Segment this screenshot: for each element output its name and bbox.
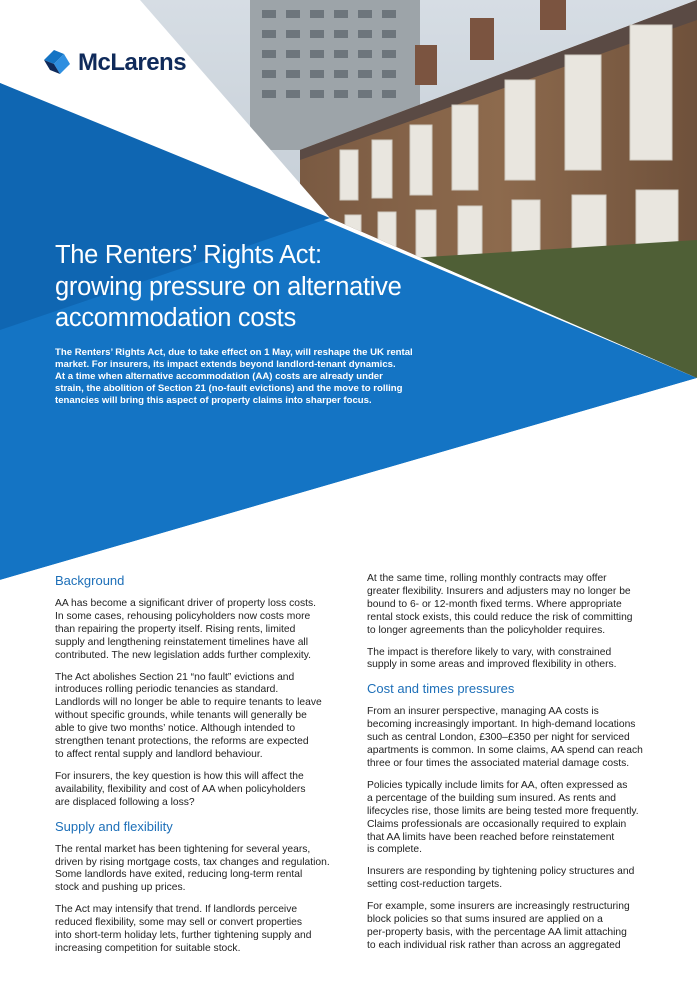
text-line: to longer agreements than the policyholder requires.: [367, 624, 606, 636]
text-line: that AA limits have been reached before reinstatement: [367, 831, 615, 843]
text-line: three or four times the associated material damage costs.: [367, 757, 630, 769]
body-paragraph: [367, 573, 635, 638]
brand-name: McLarens: [78, 49, 187, 76]
section-heading-background: Background: [55, 573, 125, 588]
text-line: availability, flexibility and cost of AA when policyholders: [55, 783, 306, 795]
text-line: contributed. The new legislation adds further complexity.: [55, 649, 312, 661]
text-line: greater flexibility. Insurers and adjusters may no longer be: [367, 585, 631, 597]
intro-paragraph: [55, 347, 415, 407]
intro-line: market. For insurers, its impact extends beyond landlord-tenant dynamics.: [55, 359, 396, 370]
brand-logo: [42, 48, 186, 78]
right-column: [367, 573, 643, 962]
body-paragraph: [55, 672, 323, 762]
text-line: such as central London, £300–£350 per night for serviced: [367, 732, 630, 744]
intro-line: strain, the abolition of Section 21 (no-fault evictions) and the move to rolling: [55, 383, 403, 394]
title-line: The Renters’ Rights Act:: [55, 241, 322, 269]
text-line: Insurers are responding by tightening policy structures and: [367, 866, 635, 878]
text-line: The Act abolishes Section 21 “no fault” evictions and: [55, 671, 295, 683]
text-line: The rental market has been tightening for several years,: [55, 843, 311, 855]
text-line: to affect rental supply and landlord behaviour.: [55, 748, 263, 760]
text-line: becoming increasingly important. In high-demand locations: [367, 719, 636, 731]
text-line: supply in some areas and improved flexibility in others.: [367, 659, 617, 671]
body-paragraph: [367, 866, 635, 892]
text-line: stock and pushing up prices.: [55, 882, 186, 894]
body-paragraph: [55, 771, 323, 810]
text-line: without specific grounds, while tenants will generally be: [55, 710, 307, 722]
text-line: setting cost-reduction targets.: [367, 879, 503, 891]
text-line: introduces rolling periodic tenancies as standard.: [55, 684, 279, 696]
text-line: supply and lengthening reinstatement timelines have all: [55, 636, 309, 648]
text-line: AA has become a significant driver of property loss costs.: [55, 598, 316, 609]
title-line: accommodation costs: [55, 304, 296, 332]
text-line: increasing competition for suitable stock.: [55, 942, 241, 954]
text-line: The Act may intensify that trend. If landlords perceive: [55, 904, 298, 916]
text-line: For example, some insurers are increasingly restructuring: [367, 901, 630, 913]
text-line: into short-term holiday lets, further tightening supply and: [55, 930, 312, 942]
text-line: driven by rising mortgage costs, tax changes and regulation.: [55, 856, 330, 868]
text-line: At the same time, rolling monthly contracts may offer: [367, 573, 607, 584]
text-line: bound to 6- or 12-month fixed terms. Where appropriate: [367, 598, 622, 610]
text-line: The impact is therefore likely to vary, with constrained: [367, 646, 612, 658]
body-paragraph: [55, 843, 330, 896]
text-line: Claims professionals are occasionally required to explain: [367, 818, 627, 830]
text-line: strengthen tenant protections, the reforms are expected: [55, 736, 309, 748]
text-line: per-property basis, with the percentage AA limit attaching: [367, 926, 627, 938]
text-line: than repairing the property itself. Rising rents, limited: [55, 623, 296, 635]
body-paragraph: [55, 904, 323, 956]
body-paragraph: [367, 706, 643, 771]
text-line: able to give two months’ notice. Although intended to: [55, 723, 296, 735]
text-line: apartments is common. In some claims, AA spend can reach: [367, 745, 643, 757]
text-line: Landlords will no longer be able to require tenants to leave: [55, 697, 322, 709]
logo-mark-icon: [42, 48, 72, 78]
page-title: [55, 240, 475, 335]
section-heading-cost: Cost and times pressures: [367, 681, 515, 697]
left-column: [55, 573, 330, 965]
title-line: growing pressure on alternative: [55, 272, 402, 301]
intro-line: tenancies will bring this aspect of property claims into sharper focus.: [55, 395, 372, 406]
text-line: Some landlords have exited, reducing long-term rental: [55, 869, 303, 881]
intro-line: At a time when alternative accommodation (AA) costs are already under: [55, 371, 383, 382]
text-line: rental stock exists, this could reduce the risk of committing: [367, 611, 633, 623]
text-line: From an insurer perspective, managing AA costs is: [367, 706, 599, 718]
intro-line: The Renters’ Rights Act, due to take effect on 1 May, will reshape the UK rental: [55, 347, 413, 358]
body-paragraph: [367, 779, 639, 857]
text-line: In some cases, rehousing policyholders now costs more: [55, 610, 311, 622]
text-line: For insurers, the key question is how this will affect the: [55, 770, 304, 782]
text-line: are displaced following a loss?: [55, 796, 195, 808]
text-line: lifecycles rise, those limits are being tested more frequently.: [367, 805, 639, 817]
body-paragraph: [367, 901, 635, 953]
text-line: Policies typically include limits for AA, often expressed as: [367, 779, 628, 791]
text-line: reduced flexibility, some may sell or convert properties: [55, 917, 303, 929]
text-line: to each individual risk rather than across an aggregated: [367, 939, 621, 951]
text-line: block policies so that sums insured are applied on a: [367, 914, 603, 926]
body-paragraph: [367, 647, 635, 673]
body-paragraph: [55, 598, 323, 663]
section-heading-supply: Supply and flexibility: [55, 818, 173, 834]
text-line: a percentage of the building sum insured. As rents and: [367, 792, 617, 804]
text-line: is complete.: [367, 844, 422, 856]
